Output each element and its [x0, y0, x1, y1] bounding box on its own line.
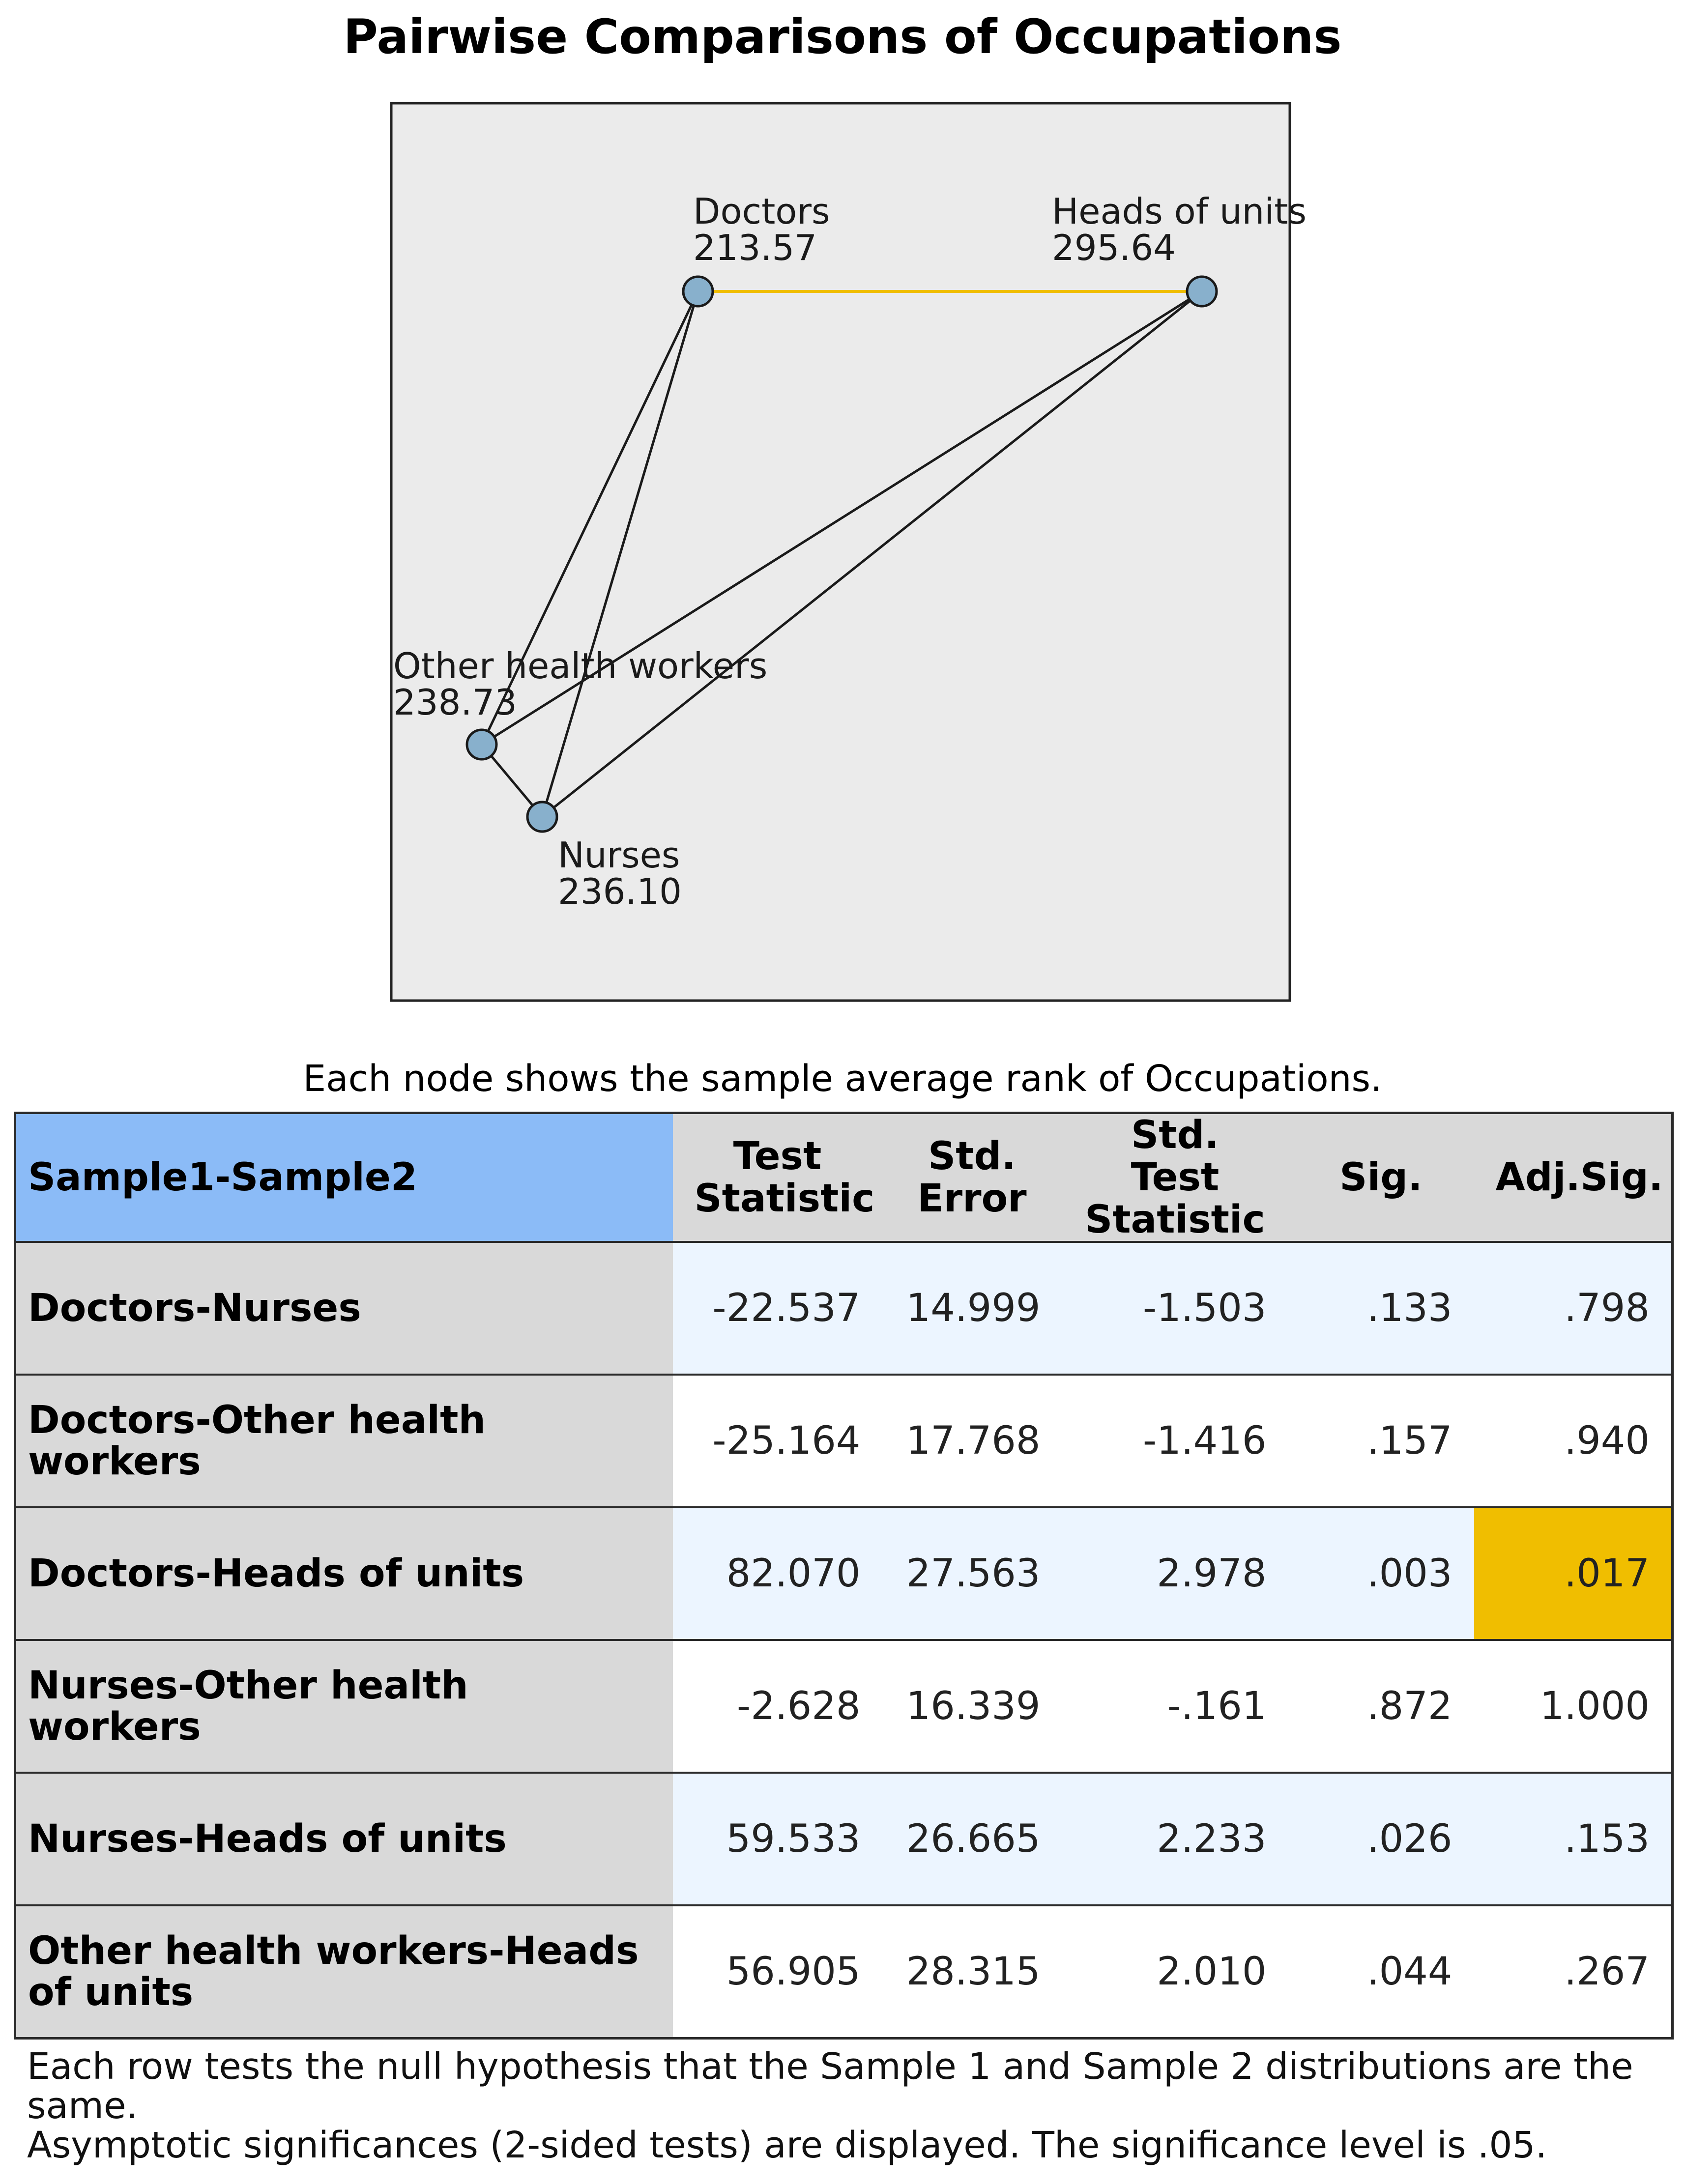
row-label: Doctors-Nurses	[15, 1242, 673, 1375]
node-label-other: Other health workers	[393, 645, 768, 687]
adj-sig-cell: .153	[1474, 1773, 1673, 1905]
std-test-statistic-cell: 2.010	[1157, 1949, 1267, 1994]
node-doctors	[683, 277, 713, 306]
pairwise-network-graph	[0, 0, 1685, 1037]
row-label: Nurses-Other health workers	[15, 1640, 673, 1773]
row-label: Doctors-Other health workers	[15, 1375, 673, 1507]
adj-sig-cell: .940	[1474, 1375, 1673, 1507]
table-footnotes	[27, 2047, 1649, 2165]
node-label-doctors: Doctors	[693, 191, 830, 232]
sig-cell: .133	[1288, 1242, 1474, 1375]
std-test-statistic-cell: 2.978	[1062, 1507, 1288, 1640]
node-other	[467, 730, 496, 759]
table-row	[15, 1507, 1673, 1640]
std-error-cell: 28.315	[906, 1949, 1041, 1994]
node-value-other: 238.73	[393, 682, 517, 723]
sig-cell: .044	[1366, 1949, 1453, 1994]
node-label-nurses: Nurses	[558, 834, 680, 876]
sig-cell: .003	[1288, 1507, 1474, 1640]
node-value-doctors: 213.57	[693, 227, 817, 268]
node-label-heads: Heads of units	[1052, 191, 1307, 232]
std-test-statistic-cell: 2.233	[1062, 1773, 1288, 1905]
node-heads	[1187, 277, 1217, 306]
std-error-cell: 14.999	[882, 1242, 1062, 1375]
adj-sig-cell: .267	[1564, 1949, 1650, 1994]
table-row	[15, 1242, 1673, 1375]
chart-title: Pairwise Comparisons of Occupations	[343, 9, 1342, 64]
table-row	[15, 1375, 1673, 1507]
test-statistic-cell: -2.628	[673, 1640, 882, 1773]
column-header-test-statistic: Test Statistic	[673, 1113, 882, 1242]
sig-cell: .026	[1288, 1773, 1474, 1905]
table-header-row	[15, 1113, 1673, 1242]
std-error-cell: 26.665	[882, 1773, 1062, 1905]
test-statistic-cell: 56.905	[726, 1949, 861, 1994]
test-statistic-cell: 82.070	[673, 1507, 882, 1640]
row-label: Nurses-Heads of units	[15, 1773, 673, 1905]
std-error-cell: 16.339	[882, 1640, 1062, 1773]
node-value-nurses: 236.10	[558, 871, 682, 912]
node-value-heads: 295.64	[1052, 227, 1176, 268]
row-label: Other health workers-Heads of units	[15, 1905, 673, 2038]
std-test-statistic-cell: -1.416	[1062, 1375, 1288, 1507]
table-row	[15, 1905, 1673, 2038]
test-statistic-cell: -25.164	[673, 1375, 882, 1507]
std-test-statistic-cell: -.161	[1062, 1640, 1288, 1773]
column-header-std-error: Std. Error	[882, 1113, 1062, 1242]
test-statistic-cell: -22.537	[673, 1242, 882, 1375]
pairwise-comparisons-table	[14, 1112, 1674, 2040]
column-header-std-test-statistic: Std. Test Statistic	[1062, 1113, 1288, 1242]
adj-sig-cell-significant: .017	[1474, 1507, 1673, 1640]
footnote-null-hypothesis: Each row tests the null hypothesis that the Sample 1 and Sample 2 distributions are the same.	[27, 2045, 1633, 2127]
sig-cell: .872	[1288, 1640, 1474, 1773]
column-header-adj-sig: Adj.Sig.	[1474, 1113, 1673, 1242]
footnote-significance: Asymptotic significances (2-sided tests) are displayed. The significance level is .05.	[27, 2124, 1547, 2166]
sig-cell: .157	[1288, 1375, 1474, 1507]
table-row	[15, 1640, 1673, 1773]
table-row	[15, 1773, 1673, 1905]
node-nurses	[527, 802, 557, 832]
std-error-cell: 27.563	[882, 1507, 1062, 1640]
test-statistic-cell: 59.533	[673, 1773, 882, 1905]
column-header-pair: Sample1-Sample2	[15, 1113, 673, 1242]
column-header-sig: Sig.	[1288, 1113, 1474, 1242]
std-test-statistic-cell: -1.503	[1062, 1242, 1288, 1375]
std-error-cell: 17.768	[882, 1375, 1062, 1507]
adj-sig-cell: 1.000	[1474, 1640, 1673, 1773]
row-label: Doctors-Heads of units	[15, 1507, 673, 1640]
adj-sig-cell: .798	[1474, 1242, 1673, 1375]
graph-caption: Each node shows the sample average rank of Occupations.	[303, 1058, 1382, 1100]
